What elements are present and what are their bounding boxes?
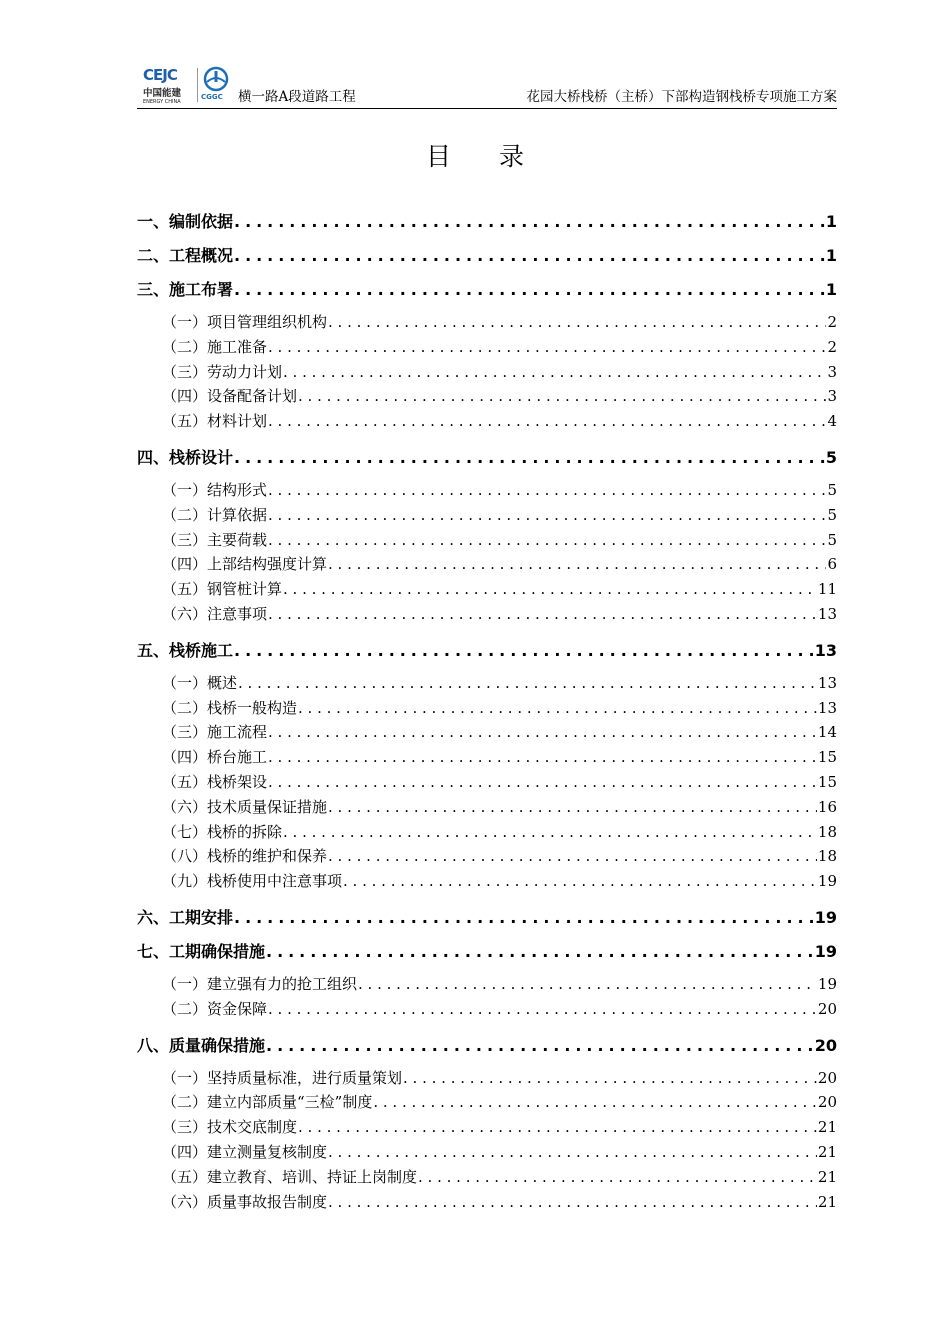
toc-dot-leader: [328, 798, 817, 816]
toc-entry[interactable]: [137, 771, 837, 796]
toc-entry[interactable]: [137, 311, 837, 336]
toc-entry[interactable]: [137, 845, 837, 870]
toc-entry-page: 13: [817, 604, 837, 623]
toc-dot-leader: [283, 823, 817, 841]
toc-entry-title: （一）建立强有力的抢工组织: [162, 974, 358, 993]
toc-entry[interactable]: [137, 672, 837, 697]
toc-entry-page: 18: [817, 822, 837, 841]
toc-entry-page: 19: [814, 907, 837, 927]
toc-dot-leader: [268, 723, 817, 741]
toc-entry[interactable]: [137, 1166, 837, 1191]
toc-dot-leader: [328, 555, 826, 573]
toc-entry-page: 5: [827, 505, 837, 524]
toc-entry-page: 21: [817, 1167, 837, 1186]
toc-entry[interactable]: [137, 939, 837, 963]
toc-dot-leader: [266, 1036, 814, 1055]
page-header: [137, 62, 837, 109]
energy-china-logo: [143, 66, 195, 106]
toc-dot-leader: [268, 506, 826, 524]
toc-dot-leader: [358, 975, 817, 993]
toc-entry-title: （一）项目管理组织机构: [162, 313, 328, 331]
toc-entry-title: （二）施工准备: [162, 337, 268, 356]
toc-entry[interactable]: [137, 870, 837, 895]
toc-entry-title: （五）钢管桩计算: [162, 580, 283, 599]
toc-entry-title: （三）技术交底制度: [162, 1118, 298, 1137]
toc-entry-page: 2: [827, 337, 837, 356]
toc-entry-page: 3: [827, 362, 837, 381]
toc-entry[interactable]: [137, 1141, 837, 1166]
toc-entry-page: 19: [814, 941, 837, 961]
toc-entry-title: （二）资金保障: [162, 999, 268, 1018]
toc-entry-title: 一、编制依据: [137, 212, 234, 231]
toc-entry[interactable]: [137, 603, 837, 628]
toc-dot-leader: [234, 212, 825, 231]
toc-entry[interactable]: [137, 973, 837, 998]
toc-entry-page: 21: [817, 1142, 837, 1161]
toc-entry[interactable]: [137, 721, 837, 746]
toc-dot-leader: [343, 872, 817, 890]
toc-dot-leader: [234, 641, 814, 660]
toc-dot-leader: [266, 942, 814, 961]
table-of-contents: [137, 199, 837, 1215]
toc-entry[interactable]: [137, 1116, 837, 1141]
toc-entry-title: （五）建立教育、培训、持证上岗制度: [162, 1167, 418, 1186]
toc-entry[interactable]: [137, 746, 837, 771]
toc-entry-title: （六）技术质量保证措施: [162, 797, 328, 816]
toc-entry-page: 5: [827, 530, 837, 549]
toc-entry-title: 三、施工布署: [137, 280, 234, 299]
toc-entry[interactable]: [137, 553, 837, 578]
cggc-word: CGGC: [201, 93, 223, 101]
toc-dot-leader: [268, 773, 817, 791]
toc-entry[interactable]: [137, 578, 837, 603]
toc-dot-leader: [328, 1193, 817, 1211]
toc-entry-page: 19: [817, 872, 837, 891]
toc-dot-leader: [373, 1093, 817, 1111]
toc-entry-title: （二）计算依据: [162, 505, 268, 524]
header-project-name: 横一路A段道路工程: [238, 89, 356, 105]
toc-entry-title: （四）桥台施工: [162, 748, 268, 767]
toc-dot-leader: [298, 699, 817, 717]
toc-entry[interactable]: [137, 905, 837, 929]
toc-entry[interactable]: [137, 504, 837, 529]
toc-entry-page: 1: [825, 280, 837, 299]
toc-entry[interactable]: [137, 1067, 837, 1092]
toc-entry-title: 五、栈桥施工: [137, 640, 234, 660]
toc-entry-page: 13: [817, 673, 837, 692]
logo-mark-text: CEJC: [143, 66, 177, 84]
logo-en-text: ENERGY CHINA: [143, 99, 181, 105]
toc-entry-page: 20: [817, 999, 837, 1018]
toc-entry-page: 21: [817, 1118, 837, 1137]
toc-dot-leader: [418, 1168, 817, 1186]
toc-dot-leader: [268, 481, 826, 499]
toc-entry[interactable]: [137, 998, 837, 1023]
toc-dot-leader: [283, 363, 826, 381]
toc-entry-title: （七）栈桥的拆除: [162, 822, 283, 841]
toc-entry[interactable]: [137, 638, 837, 662]
toc-dot-leader: [328, 1143, 817, 1161]
toc-entry-page: 5: [825, 447, 837, 467]
toc-dot-leader: [283, 580, 817, 598]
toc-entry[interactable]: [137, 410, 837, 435]
toc-dot-leader: [298, 1118, 817, 1136]
toc-entry[interactable]: [137, 1191, 837, 1216]
toc-entry-page: 1: [825, 246, 837, 265]
cggc-logo: [201, 66, 241, 106]
toc-entry[interactable]: [137, 361, 837, 386]
toc-entry[interactable]: [137, 445, 837, 469]
toc-entry-title: （四）设备配备计划: [162, 387, 298, 406]
toc-entry-page: 1: [825, 212, 837, 231]
toc-entry-page: 2: [827, 313, 837, 331]
logo-divider: [197, 68, 198, 102]
toc-entry-page: 4: [827, 412, 837, 431]
toc-entry-title: （三）施工流程: [162, 723, 268, 742]
toc-entry-page: 16: [817, 797, 837, 816]
toc-entry-page: 13: [817, 698, 837, 717]
toc-entry-title: （一）结构形式: [162, 480, 268, 499]
toc-entry-title: 六、工期安排: [137, 907, 234, 927]
toc-entry[interactable]: [137, 529, 837, 554]
toc-entry[interactable]: [137, 697, 837, 722]
toc-entry-title: （六）质量事故报告制度: [162, 1192, 328, 1211]
toc-entry[interactable]: [137, 821, 837, 846]
toc-entry-title: （三）主要荷载: [162, 530, 268, 549]
cggc-emblem-icon: [201, 66, 231, 92]
toc-entry-page: 19: [817, 974, 837, 993]
toc-entry-page: 15: [817, 748, 837, 767]
toc-dot-leader: [268, 605, 817, 623]
toc-entry-title: （八）栈桥的维护和保养: [162, 847, 328, 866]
header-document-title: 花园大桥栈桥（主桥）下部构造钢栈桥专项施工方案: [526, 89, 837, 105]
toc-entry-title: （四）上部结构强度计算: [162, 555, 328, 574]
toc-dot-leader: [268, 412, 826, 430]
toc-entry-page: 20: [817, 1093, 837, 1112]
toc-entry-page: 20: [814, 1035, 837, 1055]
toc-dot-leader: [268, 1000, 817, 1018]
toc-entry[interactable]: [137, 796, 837, 821]
toc-entry[interactable]: [137, 243, 837, 267]
toc-entry-page: 20: [817, 1068, 837, 1087]
toc-entry-title: （二）建立内部质量“三检”制度: [162, 1093, 373, 1112]
toc-entry-title: （九）栈桥使用中注意事项: [162, 872, 343, 891]
toc-entry-title: 七、工期确保措施: [137, 941, 266, 961]
toc-entry-title: （一）坚持质量标准，进行质量策划: [162, 1068, 403, 1087]
toc-entry-page: 21: [817, 1192, 837, 1211]
toc-entry[interactable]: [137, 1091, 837, 1116]
toc-entry[interactable]: [137, 479, 837, 504]
toc-dot-leader: [234, 908, 814, 927]
toc-entry-title: （一）概述: [162, 673, 238, 692]
toc-entry[interactable]: [137, 1033, 837, 1057]
toc-dot-leader: [403, 1069, 817, 1087]
toc-dot-leader: [268, 338, 826, 356]
toc-entry-page: 18: [817, 847, 837, 866]
toc-entry-title: （五）栈桥架设: [162, 772, 268, 791]
toc-entry[interactable]: [137, 385, 837, 410]
toc-dot-leader: [328, 847, 817, 865]
toc-dot-leader: [268, 531, 826, 549]
toc-entry-page: 14: [817, 723, 837, 742]
toc-entry-title: （二）栈桥一般构造: [162, 698, 298, 717]
toc-entry-title: （六）注意事项: [162, 604, 268, 623]
toc-entry-title: （四）建立测量复核制度: [162, 1142, 328, 1161]
toc-entry-page: 5: [827, 480, 837, 499]
toc-entry-page: 3: [827, 387, 837, 406]
toc-entry-page: 15: [817, 772, 837, 791]
toc-dot-leader: [298, 387, 826, 405]
toc-title: 目录: [425, 142, 572, 171]
toc-entry-title: （五）材料计划: [162, 412, 268, 431]
toc-dot-leader: [268, 748, 817, 766]
toc-dot-leader: [328, 313, 826, 331]
toc-entry[interactable]: [137, 277, 837, 301]
toc-entry-page: 13: [814, 640, 837, 660]
toc-entry-page: 11: [817, 580, 837, 599]
toc-dot-leader: [234, 448, 825, 467]
toc-dot-leader: [234, 246, 825, 265]
toc-entry-title: 八、质量确保措施: [137, 1035, 266, 1055]
toc-entry[interactable]: [137, 209, 837, 233]
toc-dot-leader: [238, 674, 817, 692]
toc-dot-leader: [234, 280, 825, 299]
toc-entry-title: （三）劳动力计划: [162, 362, 283, 381]
toc-entry-title: 四、栈桥设计: [137, 447, 234, 467]
logo-cn-text: 中国能建: [143, 88, 182, 99]
toc-entry[interactable]: [137, 336, 837, 361]
toc-entry-title: 二、工程概况: [137, 246, 234, 265]
toc-entry-page: 6: [827, 555, 837, 574]
